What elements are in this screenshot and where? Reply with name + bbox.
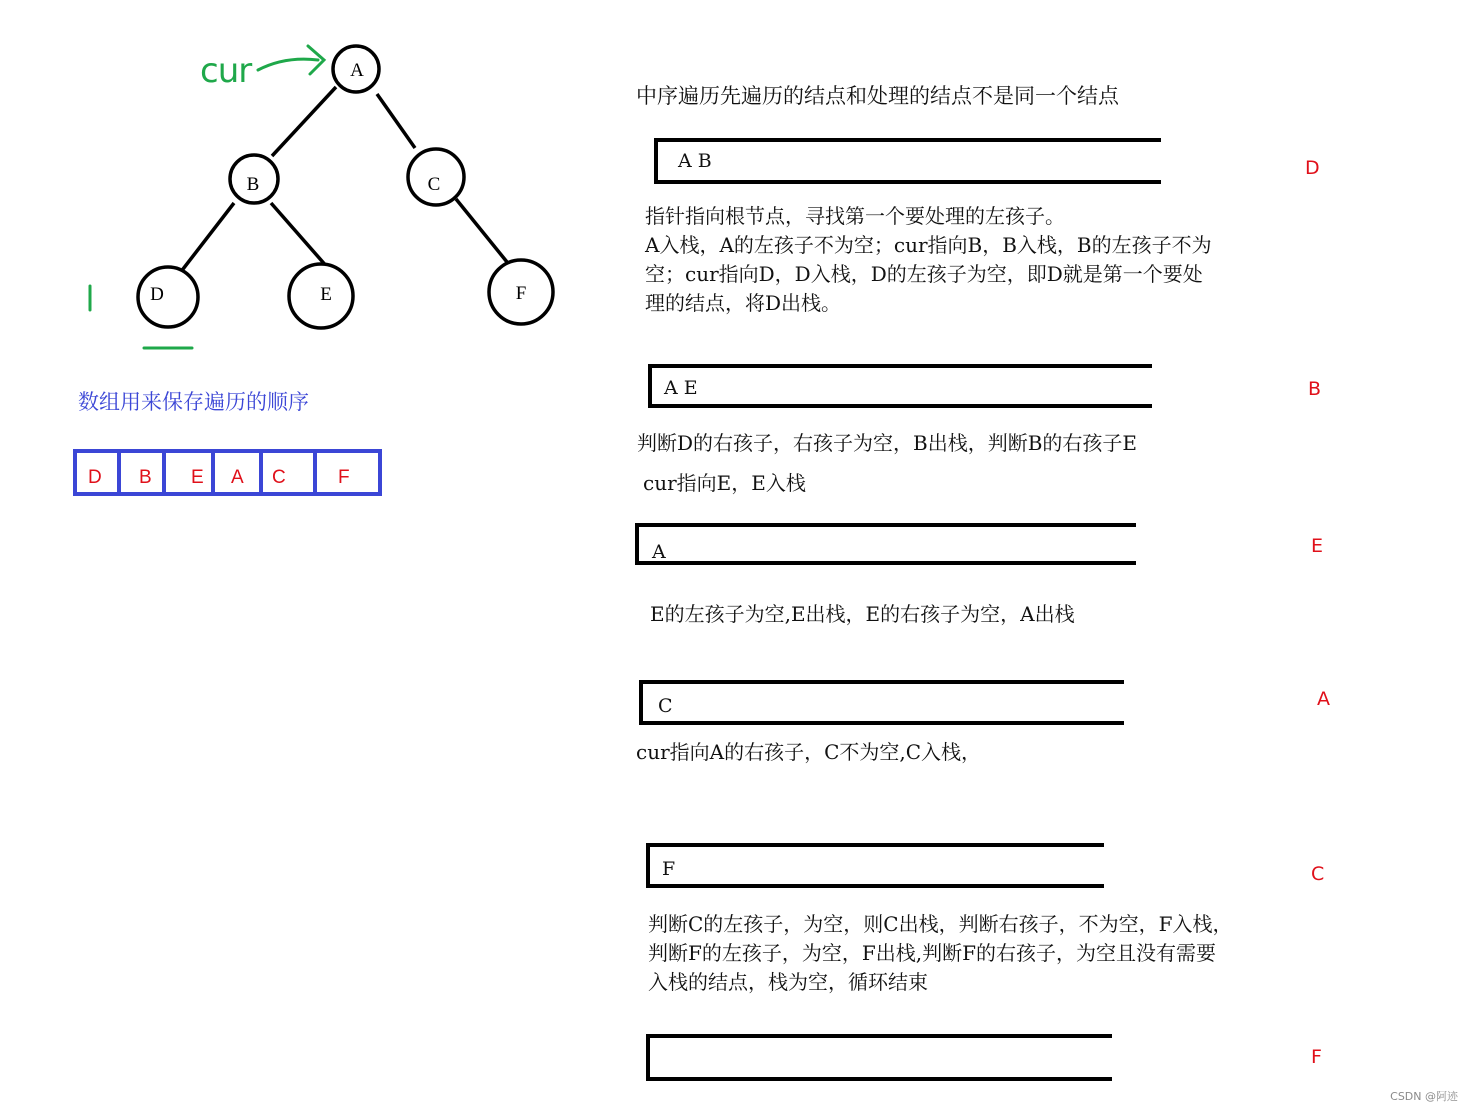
step-note: cur指向A的右孩子，C不为空,C入栈， bbox=[636, 740, 982, 764]
diagram-title: 中序遍历先遍历的结点和处理的结点不是同一个结点 bbox=[636, 84, 1119, 108]
step-note: 指针指向根节点，寻找第一个要处理的左孩子。 A入栈，A的左孩子不为空；cur指向B，B入栈，B的左孩子不为 空；cur指向D，D入栈，D的左孩子为空，即D就是第一个要处 理的结点，将D出栈。 bbox=[645, 204, 1212, 315]
popped-node-label: D bbox=[1305, 157, 1320, 179]
array-caption: 数组用来保存遍历的顺序 bbox=[78, 390, 309, 414]
popped-node-label: B bbox=[1308, 378, 1322, 400]
svg-text:C: C bbox=[427, 174, 441, 195]
tree-node-d bbox=[138, 267, 198, 327]
step-note: E的左孩子为空,E出栈，E的右孩子为空，A出栈 bbox=[650, 602, 1075, 626]
popped-node-label: C bbox=[1311, 863, 1325, 885]
tree-node-c bbox=[408, 149, 464, 205]
array-cell: F bbox=[338, 467, 350, 488]
tree-node-f bbox=[489, 260, 553, 324]
popped-node-label: F bbox=[1311, 1046, 1322, 1068]
svg-text:F: F bbox=[515, 283, 527, 304]
array-cell: E bbox=[191, 467, 204, 488]
array-cell: D bbox=[88, 467, 102, 488]
tree-node-e bbox=[289, 264, 353, 328]
array-cell: A bbox=[231, 467, 244, 488]
tree-node-b bbox=[230, 155, 278, 203]
step-note: 判断C的左孩子，为空，则C出栈，判断右孩子，不为空，F入栈， 判断F的左孩子，为空，F出栈,判断F的右孩子，为空且没有需要 入栈的结点，栈为空，循环结束 bbox=[648, 912, 1233, 994]
traversal-array bbox=[73, 449, 382, 496]
binary-tree-diagram bbox=[0, 0, 600, 370]
watermark: CSDN @阿迹 bbox=[1390, 1090, 1458, 1103]
edge-b-e bbox=[271, 203, 328, 268]
svg-text:B: B bbox=[246, 174, 260, 195]
array-cell: B bbox=[139, 467, 152, 488]
stack-state: A E bbox=[648, 364, 1152, 408]
tree-node-a bbox=[333, 46, 379, 92]
popped-node-label: E bbox=[1311, 535, 1324, 557]
stack-state: A B bbox=[654, 138, 1161, 184]
edge-a-c bbox=[377, 94, 415, 148]
stack-state: C bbox=[639, 680, 1124, 725]
step-note: 判断D的右孩子，右孩子为空，B出栈，判断B的右孩子E bbox=[637, 431, 1138, 455]
svg-text:E: E bbox=[320, 284, 332, 305]
cur-pointer-label: cur bbox=[200, 51, 252, 91]
stack-state: F bbox=[646, 843, 1104, 888]
svg-text:D: D bbox=[150, 284, 164, 305]
stack-state-empty bbox=[646, 1034, 1112, 1081]
edge-c-f bbox=[456, 199, 507, 262]
step-note-continued: cur指向E，E入栈 bbox=[643, 471, 806, 495]
array-cell: C bbox=[272, 467, 286, 488]
stack-state: A bbox=[635, 523, 1136, 565]
svg-text:A: A bbox=[350, 60, 364, 81]
cur-pointer-arrow bbox=[258, 46, 324, 74]
popped-node-label: A bbox=[1317, 688, 1330, 710]
edge-a-b bbox=[272, 87, 336, 156]
